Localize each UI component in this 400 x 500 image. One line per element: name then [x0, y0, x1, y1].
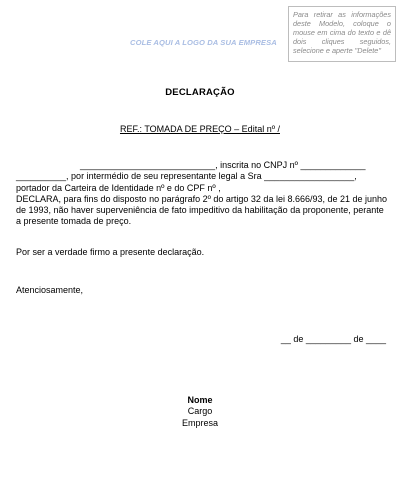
- signature-role: Cargo: [187, 406, 213, 417]
- closing-salutation: Atenciosamente,: [16, 285, 84, 295]
- signature-name: Nome: [187, 395, 213, 405]
- date-line: __ de _________ de ____: [280, 334, 386, 344]
- paragraph-line: ___________________________, inscrita no CNPJ nº _____________: [80, 160, 366, 170]
- document-title: DECLARAÇÃO: [165, 87, 235, 98]
- truth-statement: Por ser a verdade firmo a presente declaração.: [16, 247, 205, 257]
- paragraph-line: de 1993, não haver superveniência de fato impeditivo da habilitação da proponente, perante: [16, 205, 384, 216]
- signature-block: [0, 395, 400, 429]
- logo-placeholder: COLE AQUI A LOGO DA SUA EMPRESA: [130, 38, 277, 47]
- paragraph-line: portador da Carteira de Identidade nº e do CPF nº ,: [16, 182, 221, 193]
- instruction-note: Para retirar as informações deste Modelo, coloque o mouse em cima do texto e dê dois cliques seguidos, selecione e aperte "Delete": [288, 6, 396, 62]
- declaration-paragraph: [16, 160, 388, 228]
- reference-line: REF.: TOMADA DE PREÇO – Edital nº /: [119, 124, 280, 134]
- paragraph-line: a presente tomada de preço.: [16, 216, 132, 227]
- paragraph-line: __________, por intermédio de seu representante legal a Sra __________________,: [16, 171, 357, 182]
- signature-company: Empresa: [181, 417, 218, 428]
- paragraph-line: DECLARA, para fins do disposto no parágrafo 2º do artigo 32 da lei 8.666/93, de 21 de junho: [16, 193, 388, 204]
